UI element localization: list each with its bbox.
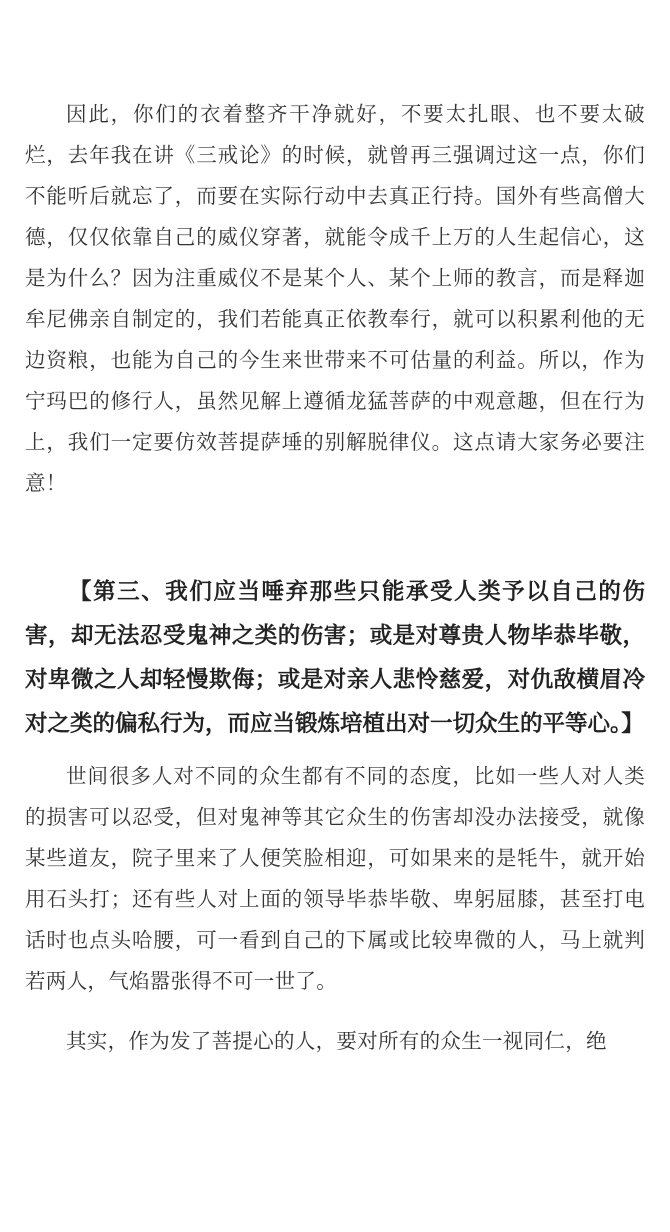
article-body xyxy=(25,94,645,1062)
quoted-verse-equanimity: 【第三、我们应当唾弃那些只能承受人类予以自己的伤害，却无法忍受鬼神之类的伤害；或是对尊贵人物毕恭毕敬，对卑微之人却轻慢欺侮；或是对亲人悲怜慈爱，对仇敌横眉冷对之类的偏私行为，而应当锻炼培植出对一切众生的平等心。】 xyxy=(25,579,645,737)
paragraph-worldly-attitudes: 世间很多人对不同的众生都有不同的态度，比如一些人对人类的损害可以忍受，但对鬼神等其它众生的伤害却没办法接受，就像某些道友，院子里来了人便笑脸相迎，可如果来的是牦牛，就开始用石头打；还有些人对上面的领导毕恭毕敬、卑躬屈膝，甚至打电话时也点头哈腰，可一看到自己的下属或比较卑微的人，马上就判若两人，气焰嚣张得不可一世了。 xyxy=(25,764,645,993)
paragraph-dress-and-conduct: 因此，你们的衣着整齐干净就好，不要太扎眼、也不要太破烂，去年我在讲《三戒论》的时候，就曾再三强调过这一点，你们不能听后就忘了，而要在实际行动中去真正行持。国外有些高僧大德，仅仅依靠自己的威仪穿著，就能令成千上万的人生起信心，这是为什么？因为注重威仪不是某个人、某个上师的教言，而是释迦牟尼佛亲自制定的，我们若能真正依教奉行，就可以积累利他的无边资粮，也能为自己的今生来世带来不可估量的利益。所以，作为宁玛巴的修行人，虽然见解上遵循龙猛菩萨的中观意趣，但在行为上，我们一定要仿效菩提萨埵的别解脱律仪。这点请大家务必要注意！ xyxy=(25,102,645,495)
paragraph-bodhicitta-equality: 其实，作为发了菩提心的人，要对所有的众生一视同仁，绝 xyxy=(66,1029,607,1053)
